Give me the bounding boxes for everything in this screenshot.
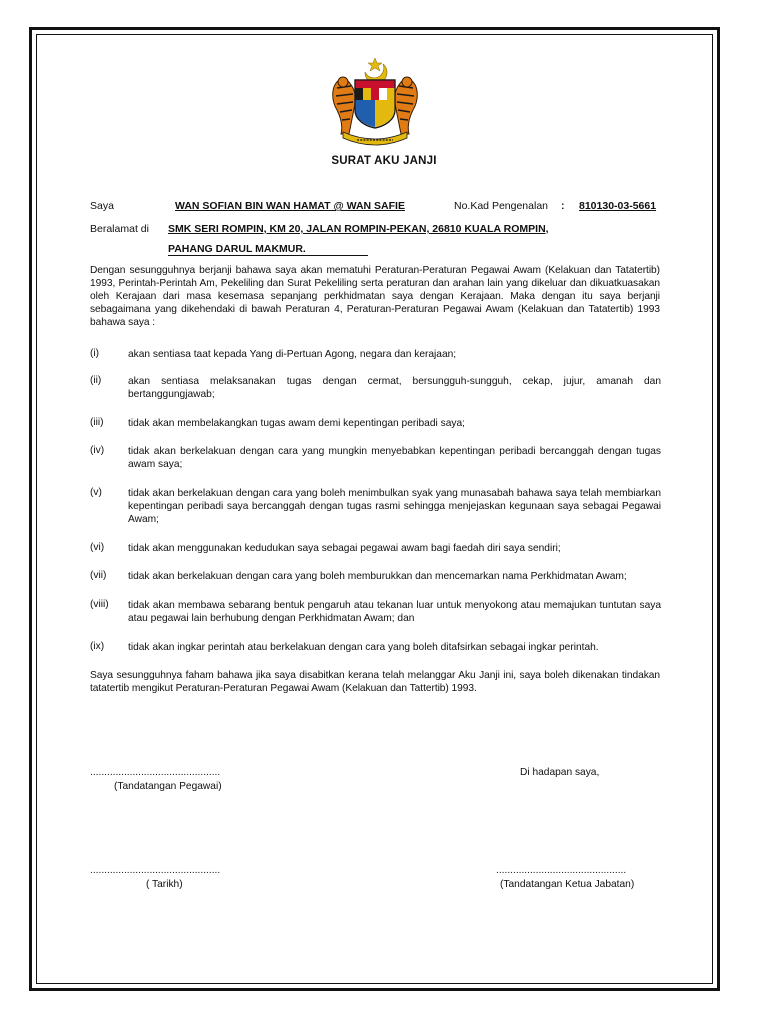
item-number: (viii) xyxy=(90,599,109,610)
item-text: tidak akan ingkar perintah atau berkelakuan dengan cara yang boleh ditafsirkan sebagai ingkar perintah. xyxy=(128,642,599,653)
item-text: tidak akan membelakangkan tugas awam demi kepentingan peribadi saya; xyxy=(128,418,465,429)
date-line: .............................................. xyxy=(90,865,221,876)
ic-colon: : xyxy=(561,200,565,212)
saya-label: Saya xyxy=(90,200,114,212)
item-text: akan sentiasa melaksanakan tugas dengan cermat, bersungguh-sungguh, cekap, jujur, amanah dan bertanggungjawab; xyxy=(128,376,661,400)
item-number: (vii) xyxy=(90,570,107,581)
officer-signature-line: .............................................. xyxy=(90,767,221,778)
address-line-1: SMK SERI ROMPIN, KM 20, JALAN ROMPIN-PEKAN, 26810 KUALA ROMPIN, xyxy=(168,223,549,235)
item-text: akan sentiasa taat kepada Yang di-Pertuan Agong, negara dan kerajaan; xyxy=(128,349,457,360)
item-number: (ii) xyxy=(90,375,102,386)
item-text: tidak akan membawa sebarang bentuk pengaruh atau tekanan luar untuk menyokong atau memajukan tuntutan saya atau pegawai lain berhubung dengan Perkhidmatan Awam; dan xyxy=(128,600,661,624)
item-number: (ix) xyxy=(90,641,105,652)
ic-label: No.Kad Pengenalan xyxy=(454,200,548,212)
ic-number: 810130-03-5661 xyxy=(579,200,657,212)
item-text: tidak akan menggunakan kedudukan saya sebagai pegawai awam bagi faedah diri saya sendiri; xyxy=(128,543,561,554)
item-number: (iii) xyxy=(90,417,104,428)
officer-name: WAN SOFIAN BIN WAN HAMAT @ WAN SAFIE xyxy=(175,200,405,212)
item-number: (iv) xyxy=(90,445,105,456)
address-line-2: PAHANG DARUL MAKMUR. xyxy=(168,243,368,256)
item-text: tidak akan berkelakuan dengan cara yang mungkin menyebabkan kepentingan peribadi bercanggah dengan tugas awam saya; xyxy=(128,446,661,470)
coat-of-arms-icon xyxy=(325,56,425,146)
document-title: SURAT AKU JANJI xyxy=(331,155,437,167)
head-signature-label: (Tandatangan Ketua Jabatan) xyxy=(500,879,635,890)
witness-header: Di hadapan saya, xyxy=(520,767,600,778)
item-number: (i) xyxy=(90,348,100,359)
address-label: Beralamat di xyxy=(90,223,149,235)
item-number: (v) xyxy=(90,487,102,498)
officer-signature-label: (Tandatangan Pegawai) xyxy=(114,781,222,792)
item-number: (vi) xyxy=(90,542,105,553)
closing-paragraph: Saya sesungguhnya faham bahawa jika saya disabitkan kerana telah melanggar Aku Janji ini, saya boleh dikenakan tindakan tatatertib mengikut Peraturan-Peraturan Pegawai Awam (Kelakuan dan Tattertib) 1993. xyxy=(90,670,660,694)
intro-paragraph: Dengan sesungguhnya berjanji bahawa saya akan mematuhi Peraturan-Peraturan Pegawai Awam (Kelakuan dan Tatatertib) 1993, Perintah-Perintah Am, Pekeliling dan Surat Pekeliling serta peraturan dan arahan lain yang dikeluar dan dikuatkuasakan oleh Kerajaan dari masa kesemasa sepanjang perkhidmatan saya dengan Kerajaan. Maka dengan itu saya berjanji sebagaimana yang dikehendaki di bawah Peraturan 4, Peraturan-Peraturan Pegawai Awam (Kelakuan dan Tatatertib) 1993 bahawa saya : xyxy=(90,265,660,328)
item-text: tidak akan berkelakuan dengan cara yang boleh memburukkan dan mencemarkan nama Perkhidmatan Awam; xyxy=(128,571,627,582)
date-label: ( Tarikh) xyxy=(146,879,183,890)
item-text: tidak akan berkelakuan dengan cara yang boleh menimbulkan syak yang munasabah bahawa saya telah membiarkan kepentingan peribadi saya bercanggah dengan tugas rasmi sehingga menjejaskan kegunaan saya sebagai Pegawai Awam; xyxy=(128,488,661,525)
head-signature-line: .............................................. xyxy=(496,865,627,876)
